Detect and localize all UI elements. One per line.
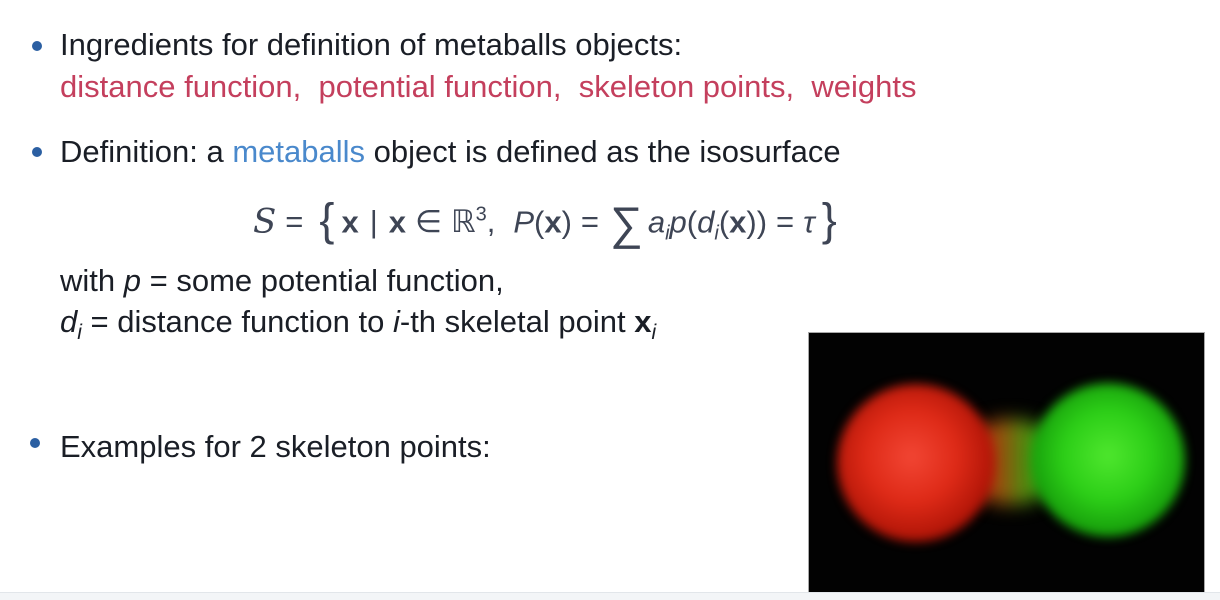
red-metaball bbox=[837, 384, 995, 542]
metaballs-keyword: metaballs bbox=[232, 134, 366, 169]
paren: ( bbox=[686, 204, 698, 240]
distance-d: d bbox=[697, 204, 715, 240]
note-text: = distance function to bbox=[81, 304, 393, 339]
var-i: i bbox=[392, 304, 400, 339]
bullet-dot bbox=[32, 147, 42, 157]
comma: , bbox=[486, 204, 496, 240]
subscript-i: i bbox=[665, 222, 670, 245]
vector-x: x bbox=[729, 204, 747, 240]
var-d: d bbox=[60, 304, 78, 339]
note-text: -th skeletal point bbox=[399, 304, 635, 339]
vector-x: x bbox=[388, 204, 406, 240]
metaballs-render-image bbox=[808, 332, 1205, 593]
set-symbol: S bbox=[253, 201, 277, 242]
bullet-dot bbox=[32, 41, 42, 51]
subscript-i: i bbox=[714, 222, 719, 245]
real-space bbox=[451, 204, 487, 239]
equals-sign: = bbox=[580, 204, 600, 240]
weight-a: a bbox=[647, 204, 666, 240]
definition-post: object is defined as the isosurface bbox=[365, 134, 841, 169]
left-brace: { bbox=[319, 194, 335, 246]
formula-notes bbox=[60, 260, 656, 353]
tau-threshold: τ bbox=[803, 204, 815, 240]
note-potential bbox=[60, 260, 656, 301]
potential-p: p bbox=[669, 204, 687, 240]
definition-pre: Definition: a bbox=[60, 134, 233, 169]
vector-x: x bbox=[341, 204, 359, 240]
ingredients-line: Ingredients for definition of metaballs objects: bbox=[60, 27, 683, 62]
paren: ( bbox=[534, 204, 545, 240]
bullet-ingredients bbox=[60, 24, 916, 108]
bullet-examples bbox=[60, 426, 491, 468]
element-of-symbol: ∈ bbox=[415, 204, 443, 240]
note-distance bbox=[60, 301, 656, 353]
reals-symbol: ℝ bbox=[451, 204, 476, 240]
summation-symbol: ∑ bbox=[610, 197, 643, 250]
var-p: p bbox=[123, 263, 141, 298]
paren: )) bbox=[746, 204, 768, 240]
paren: ( bbox=[718, 204, 730, 240]
right-brace: } bbox=[821, 194, 837, 246]
exponent: 3 bbox=[475, 204, 487, 226]
such-that-bar: | bbox=[369, 204, 378, 240]
paren: ) bbox=[561, 204, 572, 240]
note-text: = some potential function, bbox=[141, 263, 504, 298]
subscript-i: i bbox=[77, 321, 82, 345]
subscript-i: i bbox=[651, 321, 657, 345]
equals-sign: = bbox=[776, 204, 795, 240]
potential-P: P bbox=[513, 204, 535, 240]
isosurface-formula bbox=[253, 189, 844, 260]
green-metaball bbox=[1031, 383, 1185, 537]
bottom-edge-strip bbox=[0, 592, 1220, 600]
examples-label: Examples for 2 skeleton points: bbox=[60, 429, 491, 464]
vector-x: x bbox=[544, 204, 562, 240]
equals-sign: = bbox=[285, 204, 304, 240]
vector-x: x bbox=[634, 304, 652, 339]
ingredients-list: distance function, potential function, skeleton points, weights bbox=[60, 69, 917, 104]
bullet-dot bbox=[30, 438, 40, 448]
note-text: with bbox=[60, 263, 124, 298]
bullet-definition bbox=[60, 131, 841, 173]
